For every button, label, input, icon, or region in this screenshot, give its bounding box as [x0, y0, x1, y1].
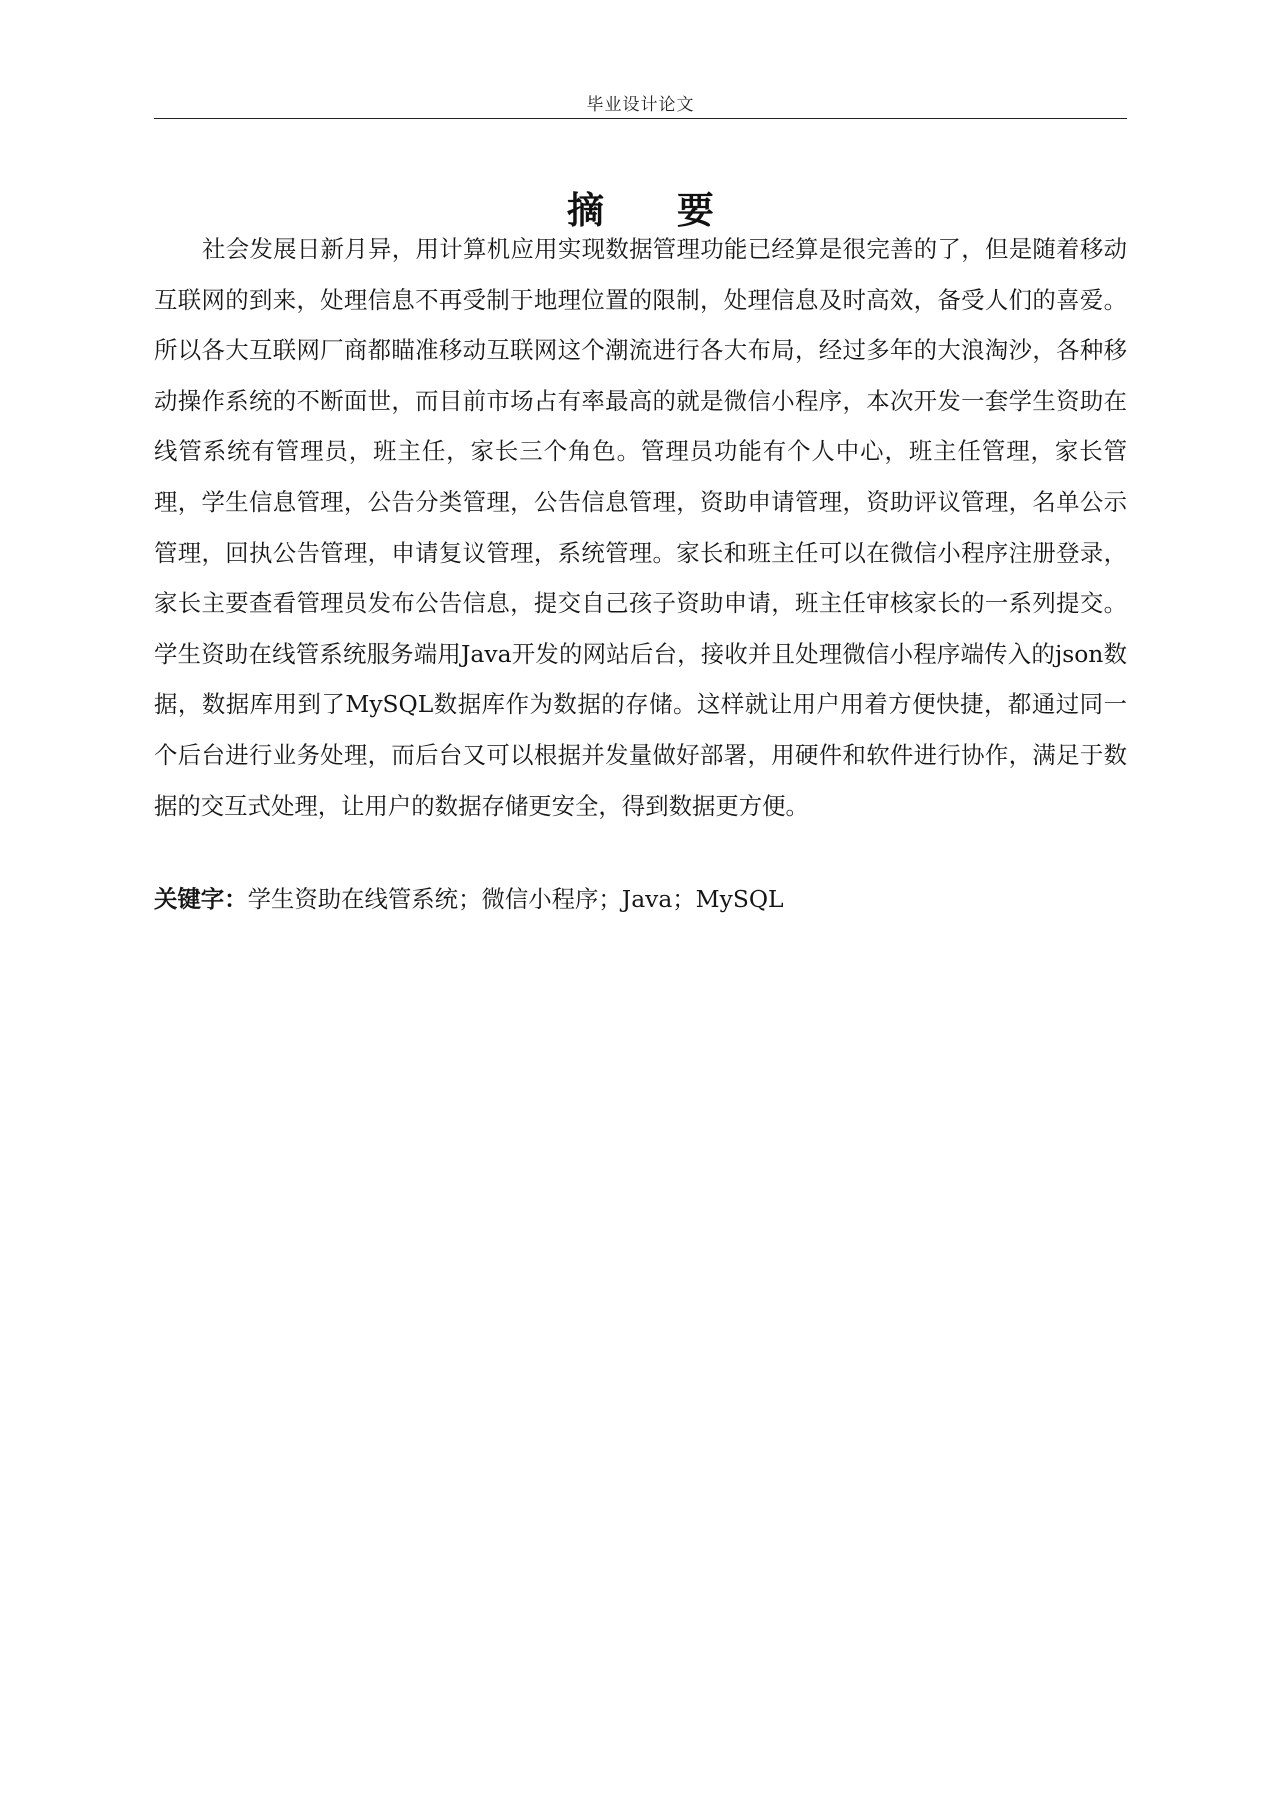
- abstract-title: 摘 要: [567, 188, 744, 232]
- keywords-label: 关键字：: [154, 885, 248, 913]
- running-header: 毕业设计论文: [586, 95, 695, 115]
- keywords-line: [154, 878, 1127, 920]
- keywords-value: 学生资助在线管系统；微信小程序；Java；MySQL: [247, 885, 784, 913]
- header-rule: [154, 118, 1127, 119]
- abstract-body: 社会发展日新月异，用计算机应用实现数据管理功能已经算是很完善的了，但是随着移动互联网的到来，处理信息不再受制于地理位置的限制，处理信息及时高效，备受人们的喜爱。所以各大互联网厂商都瞄准移动互联网这个潮流进行各大布局，经过多年的大浪淘沙，各种移动操作系统的不断面世，而目前市场占有率最高的就是微信小程序，本次开发一套学生资助在线管系统有管理员，班主任，家长三个角色。管理员功能有个人中心，班主任管理，家长管理，学生信息管理，公告分类管理，公告信息管理，资助申请管理，资助评议管理，名单公示管理，回执公告管理，申请复议管理，系统管理。家长和班主任可以在微信小程序注册登录，家长主要查看管理员发布公告信息，提交自己孩子资助申请，班主任审核家长的一系列提交。学生资助在线管系统服务端用Java开发的网站后台，接收并且处理微信小程序端传入的json数据，数据库用到了MySQL数据库作为数据的存储。这样就让用户用着方便快捷，都通过同一个后台进行业务处理，而后台又可以根据并发量做好部署，用硬件和软件进行协作，满足于数据的交互式处理，让用户的数据存储更安全，得到数据更方便。: [154, 235, 1127, 820]
